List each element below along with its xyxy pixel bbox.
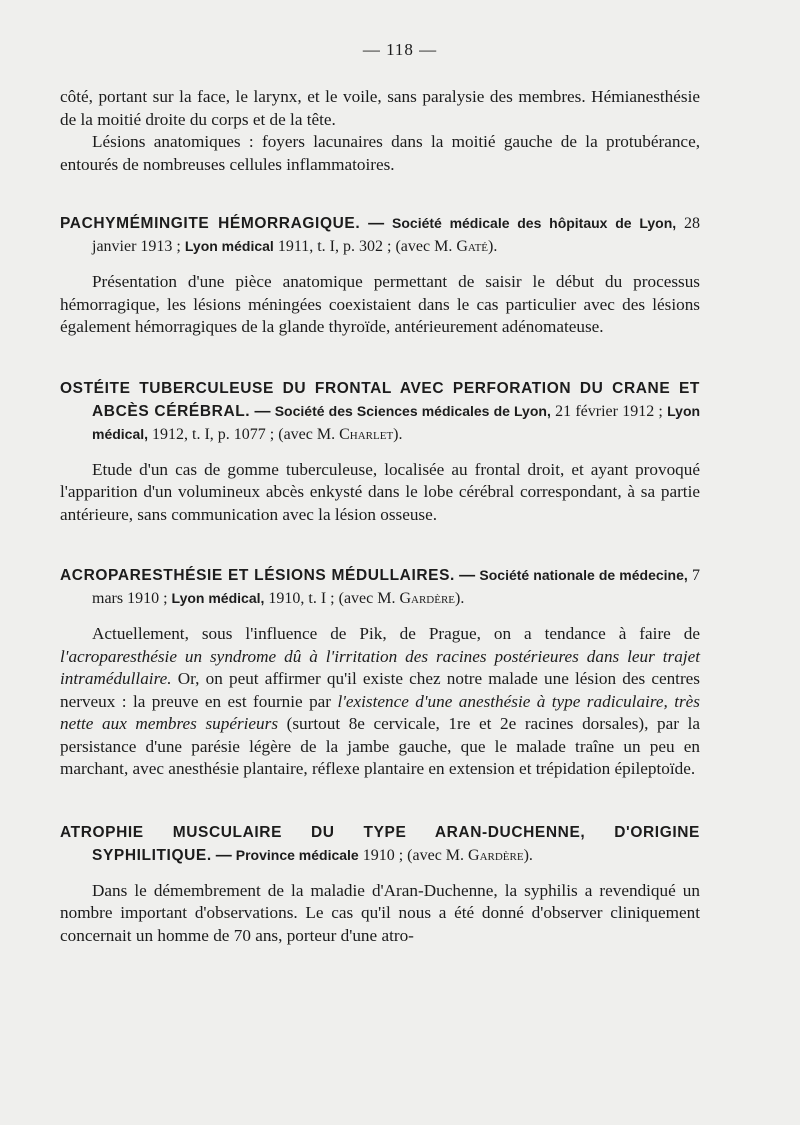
entry-date: 1910 ; bbox=[362, 846, 404, 864]
entry-osteite bbox=[60, 377, 700, 527]
entry-body-emphasis-1: l'acroparesthésie un syndrome dû à l'irritation des racines postérieures dans leur trajet intramédullaire. bbox=[60, 646, 700, 688]
entry-dash: — bbox=[459, 567, 476, 584]
page-content bbox=[60, 86, 700, 947]
entry-pachymeningite bbox=[60, 212, 700, 339]
entry-details: 1912, t. I, p. 1077 ; (avec M. bbox=[152, 425, 336, 443]
intro-paragraph-1: côté, portant sur la face, le larynx, et le voile, sans paralysie des membres. Hémianesthésie de la moitié droite du corps et de la tête. bbox=[60, 87, 700, 129]
entry-close: ). bbox=[523, 846, 533, 864]
entry-body: Présentation d'une pièce anatomique permettant de saisir le début du processus hémorragique, les lésions méningées coexistaient dans le cas particulier avec des lésions également hémorragiques de la glande thyroïde, antérieurement adénomateuse. bbox=[60, 272, 700, 336]
entry-title: ATROPHIE MUSCULAIRE DU TYPE ARAN-DUCHENNE, D'ORIGINE SYPHILITIQUE. bbox=[60, 823, 700, 864]
entry-dash: — bbox=[368, 215, 385, 232]
entry-date: 28 janvier 1913 ; bbox=[92, 215, 701, 255]
entry-heading bbox=[60, 564, 700, 610]
entry-title: ACROPARESTHÉSIE ET LÉSIONS MÉDULLAIRES. bbox=[60, 567, 455, 584]
entry-date: 21 février 1912 ; bbox=[555, 402, 663, 420]
entry-coauthor: Gardère bbox=[468, 846, 524, 864]
entry-coauthor: Gardère bbox=[399, 590, 456, 607]
entry-journal: Lyon médical bbox=[184, 238, 274, 254]
entry-date: 7 mars 1910 ; bbox=[92, 567, 700, 607]
entry-close: ). bbox=[455, 590, 465, 607]
intro-paragraph-2: Lésions anatomiques : foyers lacunaires dans la moitié gauche de la protubérance, entourés de nombreuses cellules inflammatoires. bbox=[60, 132, 700, 174]
entry-society: Société nationale de médecine, bbox=[479, 567, 688, 583]
entry-body-text-1: Actuellement, sous l'influence de Pik, de Prague, on a tendance à faire de bbox=[92, 624, 700, 643]
entry-close: ). bbox=[488, 238, 498, 255]
page-number: — 118 — bbox=[362, 40, 438, 59]
entry-journal: Lyon médical, bbox=[92, 402, 701, 442]
entry-society: Société des Sciences médicales de Lyon, bbox=[274, 402, 551, 419]
entry-acroparesthesie bbox=[60, 564, 700, 781]
entry-details: 1910, t. I ; (avec M. bbox=[268, 590, 396, 607]
entry-society: Société médicale des hôpitaux de Lyon, bbox=[392, 215, 677, 231]
entry-body-emphasis-2: l'existence d'une anesthésie à type radiculaire, très nette aux membres supérieurs bbox=[60, 691, 700, 733]
entry-title: OSTÉITE TUBERCULEUSE DU FRONTAL AVEC PERFORATION DU CRANE ET ABCÈS CÉRÉBRAL. bbox=[60, 379, 700, 420]
entry-heading bbox=[60, 212, 700, 258]
entry-details: 1911, t. I, p. 302 ; (avec M. bbox=[277, 238, 453, 255]
entry-coauthor: Gaté bbox=[456, 238, 489, 255]
entry-body-text-3: (surtout 8e cervicale, 1re et 2e racines dorsales), par la persistance d'une parésie légère de la jambe gauche, que le malade traîne un peu en marchant, avec anesthésie plantaire, réflexe plantaire en extension et trépidation épileptoïde. bbox=[60, 714, 700, 778]
entry-close: ). bbox=[393, 425, 403, 443]
entry-body bbox=[60, 623, 700, 781]
entry-body: Etude d'un cas de gomme tuberculeuse, localisée au frontal droit, et ayant provoqué l'apparition d'un volumineux abcès enkysté dans le lobe cérébral correspondant, à sa partie antérieure, sans communication avec la lésion osseuse. bbox=[60, 459, 700, 524]
entry-society: Province médicale bbox=[235, 846, 359, 863]
entry-heading bbox=[60, 377, 700, 446]
entry-heading bbox=[60, 821, 700, 867]
entry-body: Dans le démembrement de la maladie d'Aran-Duchenne, la syphilis a revendiqué un nombre important d'observations. Le cas qu'il nous a été donné d'observer cliniquement concernait un homme de 70 ans, porteur d'une atro- bbox=[60, 880, 700, 945]
entry-atrophie bbox=[60, 821, 700, 948]
entry-body-text-2: Or, on peut affirmer qu'il existe chez notre malade une lésion des centres nerveux : la preuve en est fournie par bbox=[60, 669, 700, 711]
entry-title: PACHYMÉMINGITE HÉMORRAGIQUE. bbox=[60, 215, 361, 232]
entry-details: (avec M. bbox=[407, 846, 465, 864]
entry-dash: — bbox=[215, 846, 232, 864]
entry-dash: — bbox=[254, 402, 271, 420]
entry-coauthor: Charlet bbox=[339, 425, 394, 443]
entry-journal: Lyon médical, bbox=[171, 590, 265, 606]
